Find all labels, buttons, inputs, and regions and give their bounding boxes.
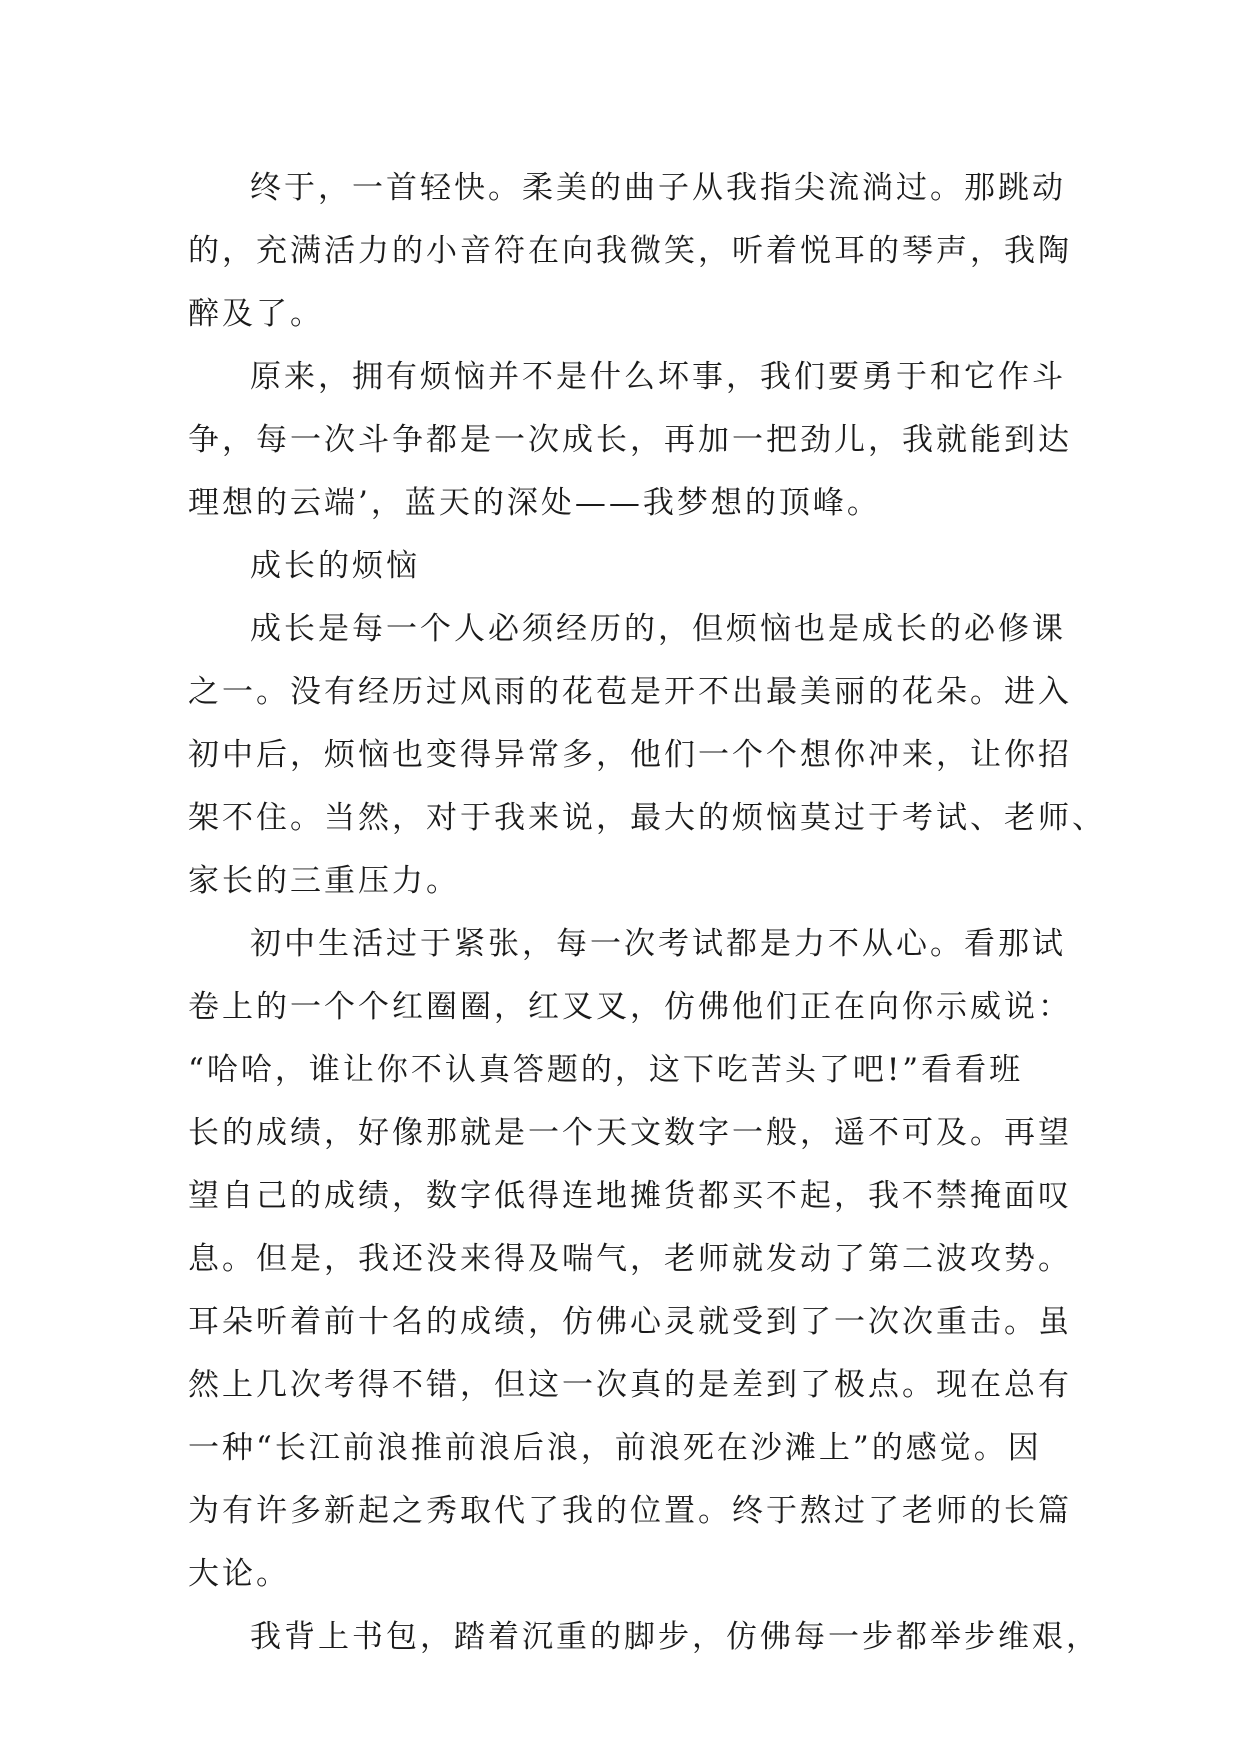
text-line: 初中后，烦恼也变得异常多，他们一个个想你冲来，让你招 xyxy=(188,737,1072,773)
text-line: 家长的三重压力。 xyxy=(188,863,460,899)
text-line: 初中生活过于紧张，每一次考试都是力不从心。看那试 xyxy=(250,926,1066,962)
text-line: 之一。没有经历过风雨的花苞是开不出最美丽的花朵。进入 xyxy=(188,674,1072,710)
text-line: 成长的烦恼 xyxy=(250,548,420,584)
text-line: 架不住。当然，对于我来说，最大的烦恼莫过于考试、老师、 xyxy=(188,800,1106,836)
text-line: 然上几次考得不错，但这一次真的是差到了极点。现在总有 xyxy=(188,1367,1072,1403)
text-line: 一种“长江前浪推前浪后浪，前浪死在沙滩上”的感觉。因 xyxy=(188,1430,1042,1466)
text-line: 成长是每一个人必须经历的，但烦恼也是成长的必修课 xyxy=(250,611,1066,647)
text-line: 卷上的一个个红圈圈，红叉叉，仿佛他们正在向你示威说： xyxy=(188,989,1072,1025)
text-line: 大论。 xyxy=(188,1556,290,1592)
text-line: 原来，拥有烦恼并不是什么坏事，我们要勇于和它作斗 xyxy=(250,359,1066,395)
text-line: 理想的云端’，蓝天的深处——我梦想的顶峰。 xyxy=(188,485,881,521)
text-line: 终于，一首轻快。柔美的曲子从我指尖流淌过。那跳动 xyxy=(250,170,1066,206)
text-line: “哈哈，谁让你不认真答题的，这下吃苦头了吧!”看看班 xyxy=(188,1052,1024,1088)
text-line: 争，每一次斗争都是一次成长，再加一把劲儿，我就能到达 xyxy=(188,422,1072,458)
text-line: 醉及了。 xyxy=(188,296,324,332)
text-line: 长的成绩，好像那就是一个天文数字一般，遥不可及。再望 xyxy=(188,1115,1072,1151)
document-body xyxy=(188,157,1106,1669)
text-line: 息。但是，我还没来得及喘气，老师就发动了第二波攻势。 xyxy=(188,1241,1072,1277)
text-line: 望自己的成绩，数字低得连地摊货都买不起，我不禁掩面叹 xyxy=(188,1178,1072,1214)
text-line: 我背上书包，踏着沉重的脚步，仿佛每一步都举步维艰， xyxy=(250,1619,1100,1655)
text-line: 的，充满活力的小音符在向我微笑，听着悦耳的琴声，我陶 xyxy=(188,233,1072,269)
text-line: 为有许多新起之秀取代了我的位置。终于熬过了老师的长篇 xyxy=(188,1493,1072,1529)
text-line: 耳朵听着前十名的成绩，仿佛心灵就受到了一次次重击。虽 xyxy=(188,1304,1072,1340)
